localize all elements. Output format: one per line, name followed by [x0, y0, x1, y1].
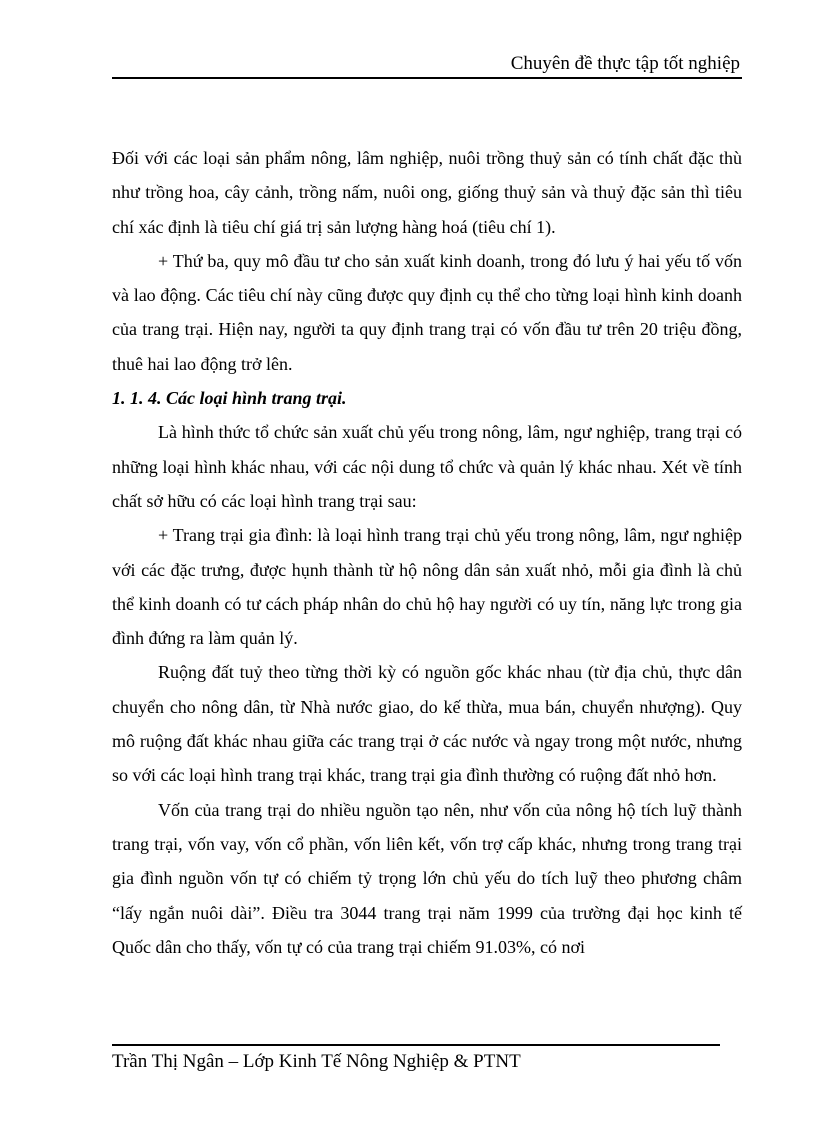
paragraph-5: Ruộng đất tuỷ theo từng thời kỳ có nguồn gốc khác nhau (từ địa chủ, thực dân chuyển cho nông dân, từ Nhà nước giao, do kế thừa, mua bán, chuyển nhượng). Quy mô ruộng đất khác nhau giữa các trang trại ở các nước và ngay trong một nước, nhưng so với các loại hình trang trại khác, trang trại gia đình thường có ruộng đất nhỏ hơn. — [112, 662, 742, 786]
paragraph-3: Là hình thức tổ chức sản xuất chủ yếu trong nông, lâm, ngư nghiệp, trang trại có những loại hình khác nhau, với các nội dung tổ chức và quản lý khác nhau. Xét về tính chất sở hữu có các loại hình trang trại sau: — [112, 422, 742, 511]
paragraph-2: + Thứ ba, quy mô đầu tư cho sản xuất kinh doanh, trong đó lưu ý hai yếu tố vốn và lao động. Các tiêu chí này cũng được quy định cụ thể cho từng loại hình kinh doanh của trang trại. Hiện nay, người ta quy định trang trại có vốn đầu tư trên 20 triệu đồng, thuê hai lao động trở lên. — [112, 250, 742, 374]
header-divider — [112, 77, 742, 79]
paragraph-4: + Trang trại gia đình: là loại hình trang trại chủ yếu trong nông, lâm, ngư nghiệp với các đặc trưng, được hụnh thành từ hộ nông dân sản xuất nhỏ, mỗi gia đình là chủ thể kinh doanh có tư cách pháp nhân do chủ hộ hay người có uy tín, năng lực trong gia đình đứng ra làm quản lý. — [112, 525, 742, 649]
page-header-title: Chuyên đề thực tập tốt nghiệp — [510, 53, 740, 74]
paragraph-6: Vốn của trang trại do nhiều nguồn tạo nên, như vốn của nông hộ tích luỹ thành trang trại, vốn vay, vốn cổ phần, vốn liên kết, vốn trợ cấp khác, nhưng trong trang trại gia đình nguồn vốn tự có chiếm tỷ trọng lớn chủ yếu do tích luỹ theo phương châm “lấy ngắn nuôi dài”. Điều tra 3044 trang trại năm 1999 của trường đại học kinh tế Quốc dân cho thấy, vốn tự có của trang trại chiếm 91.03%, có nơi — [112, 799, 742, 957]
paragraph-1: Đối với các loại sản phẩm nông, lâm nghiệp, nuôi trồng thuỷ sản có tính chất đặc thù như trồng hoa, cây cảnh, trồng nấm, nuôi ong, giống thuỷ sản và thuỷ đặc sản thì tiêu chí xác định là tiêu chí giá trị sản lượng hàng hoá (tiêu chí 1). — [112, 148, 742, 237]
footer-divider — [112, 1044, 720, 1046]
section-heading: 1. 1. 4. Các loại hình trang trại. — [112, 388, 347, 409]
document-body — [112, 141, 742, 964]
page-footer-author: Trần Thị Ngân – Lớp Kinh Tế Nông Nghiệp & PTNT — [112, 1051, 521, 1072]
